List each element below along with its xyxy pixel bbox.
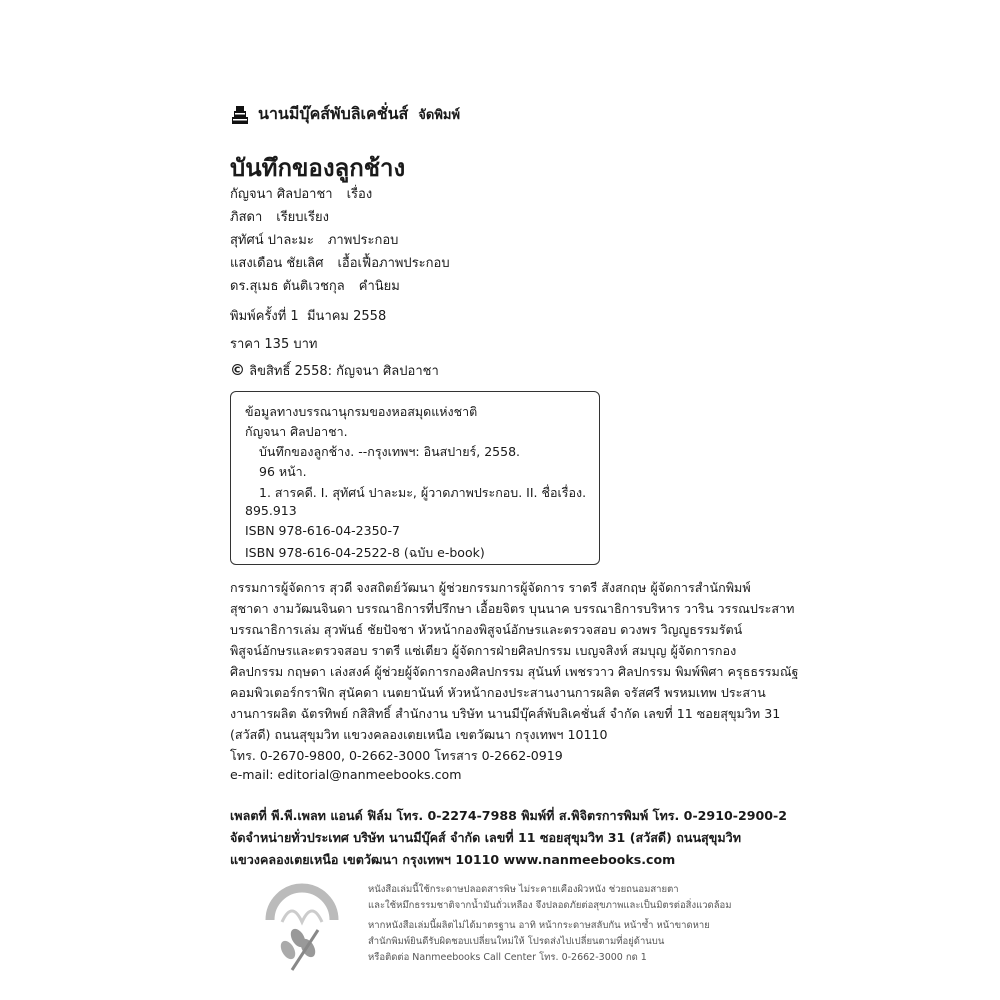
printing-date: มีนาคม 2558: [306, 309, 387, 324]
copyright-symbol: ©: [230, 361, 245, 379]
staff-line: สุชาดา งามวัฒนจินดา บรรณาธิการที่ปรึกษา เอื้อยจิตร บุนนาค บรรณาธิการบริหาร วาริน วรรณประสาท: [230, 601, 795, 616]
credit-name: กัญจนา ศิลปอาชา: [230, 187, 333, 202]
distribution-line: จัดจำหน่ายทั่วประเทศ บริษัท นานมีบุ๊คส์ จำกัด เลขที่ 11 ซอยสุขุมวิท 31 (สวัสดี) ถนนสุขุมวิท: [230, 830, 742, 845]
staff-line: (สวัสดี) ถนนสุขุมวิท แขวงคลองเตยเหนือ เขตวัฒนา กรุงเทพฯ 10110: [230, 727, 608, 742]
footer-note: สำนักพิมพ์ยินดีรับผิดชอบเปลี่ยนใหม่ให้ โปรดส่งไปเปลี่ยนตามที่อยู่ด้านบน: [368, 936, 665, 947]
cip-title: บันทึกของลูกช้าง. --กรุงเทพฯ: อินสปายร์, 2558.: [259, 444, 520, 459]
distribution-address: แขวงคลองเตยเหนือ เขตวัฒนา กรุงเทพฯ 10110 www.nanmeebooks.com: [230, 852, 676, 867]
book-title: บันทึกของลูกช้าง: [230, 154, 406, 182]
credit-role: ภาพประกอบ: [327, 233, 399, 248]
credit-role: เรียบเรียง: [276, 210, 329, 225]
credit-foreword: [230, 275, 400, 296]
credit-name: สุทัศน์ ปาละมะ: [230, 233, 314, 248]
footer-note: หรือติดต่อ Nanmeebooks Call Center โทร. 0-2662-3000 กด 1: [368, 952, 647, 963]
staff-line: โทร. 0-2670-9800, 0-2662-3000 โทรสาร 0-2662-0919: [230, 748, 563, 763]
cip-subjects: 1. สารคดี. I. สุทัศน์ ปาละมะ, ผู้วาดภาพประกอบ. II. ชื่อเรื่อง.: [259, 485, 587, 500]
credit-role: เรื่อง: [346, 187, 373, 202]
copyright-text: ลิขสิทธิ์ 2558: กัญจนา ศิลปอาชา: [249, 364, 439, 379]
publisher-name: นานมีบุ๊คส์พับลิเคชั่นส์: [258, 104, 409, 123]
credit-illustration-contributor: [230, 252, 450, 273]
credit-editor: [230, 206, 329, 227]
footer-note: หนังสือเล่มนี้ใช้กระดาษปลอดสารพิษ ไม่ระคายเคืองผิวหนัง ช่วยถนอมสายตา: [368, 884, 679, 895]
printing-line: เพลตที่ พี.พี.เพลท แอนด์ ฟิล์ม โทร. 0-2274-7988 พิมพ์ที่ ส.พิจิตรการพิมพ์ โทร. 0-2910-2900-2: [230, 808, 787, 823]
printing-label: พิมพ์ครั้งที่ 1: [230, 309, 299, 324]
credit-role: เอื้อเฟื้อภาพประกอบ: [337, 256, 450, 271]
soy-ink-seal-icon: [262, 880, 342, 975]
printing-info: [230, 305, 386, 326]
publisher-role: จัดพิมพ์: [418, 108, 461, 123]
price: ราคา 135 บาท: [230, 337, 318, 352]
credit-name: ดร.สุเมธ ตันติเวชกุล: [230, 279, 345, 294]
footer-note: และใช้หมึกธรรมชาติจากน้ำมันถั่วเหลือง จึงปลอดภัยต่อสุขภาพและเป็นมิตรต่อสิ่งแวดล้อม: [368, 900, 732, 911]
credit-name: แสงเดือน ชัยเลิศ: [230, 256, 324, 271]
staff-line: งานการผลิต ฉัตรทิพย์ กสิสิทธิ์ สำนักงาน บริษัท นานมีบุ๊คส์พับลิเคชั่นส์ จำกัด เลขที่ 11 ซอยสุขุมวิท 31: [230, 706, 781, 721]
cip-heading: ข้อมูลทางบรรณานุกรมของหอสมุดแห่งชาติ: [245, 404, 478, 419]
footer-note: หากหนังสือเล่มนี้ผลิตไม่ได้มาตรฐาน อาทิ หน้ากระดาษสลับกัน หน้าซ้ำ หน้าขาดหาย: [368, 920, 710, 931]
copyright: [230, 360, 439, 381]
staff-line: กรรมการผู้จัดการ สุวดี จงสถิตย์วัฒนา ผู้ช่วยกรรมการผู้จัดการ ราตรี สังสกฤษ ผู้จัดการสำนักพิมพ์: [230, 580, 751, 595]
cip-class-number: 895.913: [245, 503, 297, 518]
credit-illustrator: [230, 229, 398, 250]
staff-line: ศิลปกรรม กฤษดา เล่งสงค์ ผู้ช่วยผู้จัดการกองศิลปกรรม สุนันท์ เพชรวาว ศิลปกรรม พิมพ์พิศา ครุธธรรมณัฐ: [230, 664, 799, 679]
publisher-row: [230, 102, 460, 127]
cip-isbn-ebook: ISBN 978-616-04-2522-8 (ฉบับ e-book): [245, 545, 485, 560]
credit-name: ภิสดา: [230, 210, 263, 225]
staff-line: คอมพิวเตอร์กราฟิก สุนัคดา เนตยานันท์ หัวหน้ากองประสานงานการผลิต จรัสศรี พรหมเทพ ประสาน: [230, 685, 766, 700]
cip-box: [230, 391, 600, 565]
cip-author: กัญจนา ศิลปอาชา.: [245, 424, 348, 439]
staff-email: e-mail: editorial@nanmeebooks.com: [230, 767, 462, 782]
credit-author: [230, 183, 372, 204]
staff-line: บรรณาธิการเล่ม สุวพันธ์ ชัยปัจชา หัวหน้ากองพิสูจน์อักษรและตรวจสอบ ดวงพร วิญญูธรรมรัตน์: [230, 622, 743, 637]
staff-line: พิสูจน์อักษรและตรวจสอบ ราตรี แซ่เตียว ผู้จัดการฝ่ายศิลปกรรม เบญจสิงห์ สมบุญ ผู้จัดการกอง: [230, 643, 737, 658]
cip-isbn-print: ISBN 978-616-04-2350-7: [245, 523, 400, 538]
credit-role: คำนิยม: [358, 279, 400, 294]
cip-pages: 96 หน้า.: [259, 464, 307, 479]
book-stack-icon: [230, 104, 250, 126]
